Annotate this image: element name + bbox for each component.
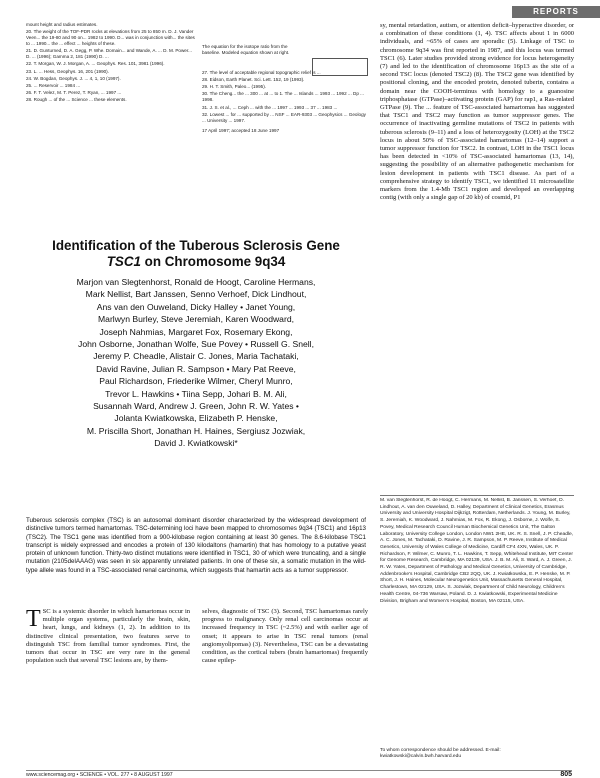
reference-item: 32. Lowest ... for ... supported by ... NSF ... EAR-9303 ... Geophysics ... Geology ... University ... 1997. [202,111,366,123]
page-number: 805 [560,771,572,778]
reference-item: 24. W. Bogdan, Geophys. J. ... 4, 1, 10 (1997). [26,75,121,81]
reference-date: 17 April 1997; accepted 18 June 1997 [202,127,280,133]
title-line-1: Identification of the Tuberous Sclerosis Gene [52,238,340,253]
reference-item: 23. L. ... Hess, Geophys. 16, 201 (1990). [26,68,109,74]
reference-item: 29. H. T. Smith, Paleo... (1995). [202,84,267,90]
reference-item: 28. Eidson, Earth Planet. Sci. Lett. 152, 19 (1993). [202,77,305,83]
right-column-body: sy, mental retardation, autism, or attention deficit–hyperactive disorder, or a combination of these conditions (1, 4). TSC affects about 1 in 6000 individuals, and ~65% of cases are sporadic (5). Linkage of TSC to chromosome 9q34 was first reported in 1987, and this locus was termed TSC1 (6). Later studies provided strong evidence for locus heterogeneity (7) and led to the identification of chromosome 16p13 as the site of a second TSC locus (denoted TSC2) (8). The TSC2 gene was identified by positional cloning, and the encoded protein, denoted tuberin, contains a domain near the COOH-terminus with homology to a guanosine triphosphatase (GTPase)–activating protein (GAP) for rap1, a Ras-related GTPase (9). The ... feature of TSC-associated hamartomas has suggested that TSC1 and TSC2 may function as tumor suppressor genes. The occurrence of inactivating germline mutations of TSC2 in patients with tuberous sclerosis (9–11) and a loss of heterozygosity (LOH) at the TSC2 locus in about 50% of TSC-associated hamartomas (12–14) support a tumor suppressor function for TSC2. In contrast, LOH in the TSC1 locus has been detected in <10% of TSC-associated hamartomas (13, 14), suggesting the possibility of an alternative pathogenetic mechanism for lesion development in patients with TSC1 disease. As part of a comprehensive strategy to identify TSC1, we identified 11 microsatellite markers from the 1.4-Mb TSC1 region and developed an overlapping contig (with only a single gap of 20 kb) of cosmid, P1 [380,22,574,202]
reference-item: 27. The level of acceptable regional topographic relief is ... [202,69,321,75]
reference-item: 22. T. Morgan, W. J. Morgan, A. ... Geophys. Res. 101, 3981 (1996). [26,61,165,67]
author-line: Ans van den Ouweland, Dicky Halley • Janet Young, [96,301,296,312]
body-column-1-text: SC is a systemic disorder in which hamartomas occur in multiple organ systems, particularly the brain, skin, heart, lungs, and kidneys (1, 2). In addition to its distinctive clinical presentation, two features serve to distinguish TSC from familial tumor syndromes. First, the tumors that occur in TSC are very rare in the general population such that several TSC lesions are, by them- [26,608,190,665]
author-list [26,276,366,450]
author-line: Joseph Nahmias, Margaret Fox, Rosemary Ekong, [99,326,293,337]
section-label: REPORTS [533,7,579,16]
middle-references [202,44,370,230]
author-line: Susannah Ward, Andrew J. Green, John R. W. Yates • [93,401,299,412]
author-line: David Ravine, Julian R. Sampson • Mary Pat Reeve, [96,363,296,374]
reference-item: 26. F. T. Velez, M. T. Perez, T. Ryan, ... 1997 ... [26,90,122,96]
drop-cap: T [26,608,41,632]
author-line: David J. Kwiatkowski* [154,438,238,449]
title-gene: TSC1 [106,254,141,269]
reference-item: 25. ... Reservoir ... 1984 ... [26,82,81,88]
article-title [26,238,366,270]
title-line-2: on Chromosome 9q34 [140,254,286,269]
reference-item: 20. The weight of the TOF-PDR rocks at elevations from 25 to 850 m. D. J. Vander Veen... the 19-80 and 90 on... 1982 to 1990. D... was in conjunction with... the sites to ... 1990... the ... effect ... heights of these. [26,29,195,47]
section-label-bar [512,6,600,18]
reference-item: 30. The Cheng... the ... 300 ... at ... to 1. The ... Islands ... 1993 ... 1992 ... Dp ... 1998. [202,91,364,103]
author-line: John Osborne, Jonathan Wolfe, Sue Povey • Russell G. Snell, [78,339,314,350]
left-references [26,22,196,227]
reference-item: 28. Rough ... of the ... Science ... these elements. [26,97,127,103]
footer-journal-info: www.sciencemag.org • SCIENCE • VOL. 277 • 8 AUGUST 1997 [26,772,173,778]
reference-item: The equation for the isotope ratio from the baseline. Modeled equation shown at right. [202,44,290,55]
author-line: M. Priscilla Short, Jonathan H. Haines, Sergiusz Jozwiak, [86,425,306,436]
reference-item: 21. D. Gunturned, D. A. Gegg, P. Whe. Domain... and Wande, A. ... D. M. Power... D. ... (1996); Gamma 2, 181 (1990) D. ... [26,48,192,60]
reference-item: 31. J. S. et al., ... Ceph ... with the ... 1997 ... 1993 ... 37 ... 1983 ... [202,104,338,110]
reference-item: mount height and radius estimates. [26,22,98,27]
body-column-2: selves, diagnostic of TSC (3). Second, TSC hamartomas rarely progress to malignancy. Only renal cell carcinomas occur at increased frequency in TSC (~2.5%) and with earlier age of onset; it appears to arise in TSC renal tumors (renal angiomyolipomas) (3). Nevertheless, TSC can be a devastating condition, as the cortical tubers (brain hamartomas) frequently cause epilep- [202,608,368,665]
author-line: Mark Nellist, Bart Janssen, Senno Verhoef, Dick Lindhout, [85,289,307,300]
author-line: Marjon van Slegtenhorst, Ronald de Hoogt, Caroline Hermans, [76,277,316,287]
author-line: Jolanta Kwiatkowska, Elizabeth P. Henske, [114,413,278,424]
affiliations-rule [380,495,574,496]
corresponding-note: To whom correspondence should be addressed. E-mail: kwiatkowski@calvin.bwh.harvard.edu [380,748,501,760]
author-line: Trevor L. Hawkins • Tiina Sepp, Johari B. M. Ali, [105,388,287,399]
footer-rule [26,770,572,771]
body-column-1 [26,608,190,758]
author-line: Marlwyn Burley, Steve Jeremiah, Karen Woodward, [98,314,294,325]
author-line: Jeremy P. Cheadle, Alistair C. Jones, Maria Tachataki, [93,351,299,362]
author-line: Paul Richardson, Friederike Wilmer, Cheryl Munro, [99,376,293,387]
abstract: Tuberous sclerosis complex (TSC) is an autosomal dominant disorder characterized by the widespread development of distinctive tumors termed hamartomas. TSC-determining loci have been mapped to chromosomes 9q34 (TSC1) and 16p13 (TSC2). The TSC1 gene was identified from a 900-kilobase region containing at least 30 genes. The 8.6-kilobase TSC1 transcript is widely expressed and encodes a protein of 130 kilodaltons (hamartin) that has homology to a putative yeast protein of unknown function. Thirty-two distinct mutations were identified in TSC1, 30 of which were truncating, and a single mutation (2105delAAAG) was seen in six apparently unrelated patients. In one of these six, a somatic mutation in the wild-type allele was found in a TSC-associated renal carcinoma, which suggests that hamartin acts as a tumor suppressor. [26,517,366,574]
affiliations: M. van Slegtenhorst, R. de Hoogt, C. Hermans, M. Nellist, B. Janssen, S. Verhoef, D. Lindhout, A. van den Ouweland, D. Halley, Department of Clinical Genetics, Erasmus University and University Hospital Dijkzigt, Rotterdam, Netherlands. J. Young, M. Burley, S. Jeremiah, K. Woodward, J. Nahmias, M. Fox, R. Ekong, J. Osborne, J. Wolfe, S. Povey, Medical Research Council Human Biochemical Genetics Unit, The Galton Laboratory, University College London, London NW1 2HE, UK. R. S. Snell, J. P. Cheadle, A. C. Jones, M. Tachataki, D. Ravine, J. R. Sampson, M. P. Reeve, Institute of Medical Genetics, University of Wales College of Medicine, Cardiff CF4 4XN, Wales, UK. P. Richardson, F. Wilmer, C. Munro, T. L. Hawkins, T. Sepp, Whitehead Institute, MIT Center for Genome Research, Cambridge, MA 02139, USA. J. B. M. Ali, S. Ward, A. J. Green, J. R. W. Yates, Department of Pathology and Medical Genetics, University of Cambridge, Addenbrooke's Hospital, Cambridge CB2 2QQ, UK. J. Kwiatkowska, E. P. Henske, M. P. Short, J. H. Haines, Molecular Neurogenetics Unit, Massachusetts General Hospital, Charlestown, MA 02129, USA. S. Jozwiak, Department of Child Neurology, Children's Health Centre, 04-736 Warsaw, Poland. D. J. Kwiatkowski, Experimental Medicine Division, Brigham and Women's Hospital, Boston, MA 02115, USA. [380,498,574,604]
